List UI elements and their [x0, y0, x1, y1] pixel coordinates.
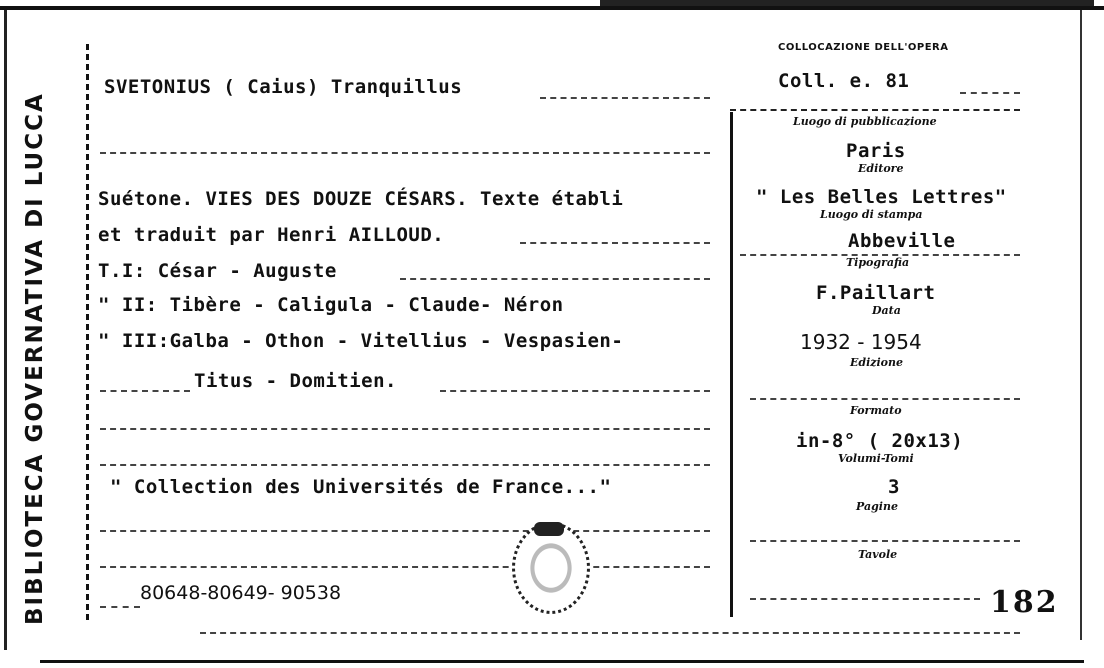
- collocation-header: COLLOCAZIONE DELL'OPERA: [778, 42, 949, 53]
- title-line-6: Titus - Domitien.: [194, 370, 397, 392]
- title-line-4: " II: Tibère - Caligula - Claude- Néron: [98, 294, 564, 316]
- title-line-3: T.I: César - Auguste: [98, 260, 337, 282]
- ruled-line: [100, 464, 710, 466]
- ruled-line: [400, 278, 710, 280]
- ruled-line: [440, 390, 710, 392]
- label-tipografia: Tipografia: [846, 256, 910, 269]
- value-data: 1932 - 1954: [800, 330, 922, 354]
- ruled-line: [520, 242, 710, 244]
- author-heading: SVETONIUS ( Caius) Tranquillus: [104, 76, 463, 98]
- right-panel-top-rule: [730, 109, 1020, 113]
- label-luogo-pubblicazione: Luogo di pubblicazione: [793, 115, 937, 128]
- ruled-line: [100, 428, 710, 430]
- value-formato: in-8° ( 20x13): [796, 430, 964, 452]
- label-luogo-stampa: Luogo di stampa: [820, 208, 923, 221]
- series-statement: " Collection des Universités de France...": [110, 476, 612, 498]
- bottom-ruled-line: [200, 632, 1020, 634]
- ruled-line: [540, 97, 710, 99]
- title-line-2: et traduit par Henri AILLOUD.: [98, 224, 445, 246]
- value-editore: " Les Belles Lettres": [756, 186, 1007, 208]
- ruled-line: [750, 598, 980, 600]
- ruled-line: [960, 92, 1020, 94]
- right-panel-divider: [730, 112, 733, 617]
- ruled-line: [100, 566, 710, 568]
- ruled-line: [750, 540, 1020, 542]
- stamp-mark: [534, 522, 564, 536]
- margin-rule: [86, 44, 89, 624]
- top-border: [0, 6, 1104, 10]
- library-name: BIBLIOTECA GOVERNATIVA DI LUCCA: [22, 92, 48, 625]
- label-pagine: Pagine: [856, 500, 898, 513]
- ruled-line: [100, 152, 710, 154]
- value-tipografia: F.Paillart: [816, 282, 936, 304]
- inventory-numbers: 80648-80649- 90538: [140, 582, 342, 604]
- ruled-line: [100, 390, 190, 392]
- ruled-line: [100, 606, 140, 608]
- handwritten-number: 182: [990, 585, 1059, 620]
- label-tavole: Tavole: [858, 548, 898, 561]
- left-border: [4, 10, 7, 650]
- ruled-line: [750, 398, 1020, 400]
- value-luogo-stampa: Abbeville: [848, 230, 956, 252]
- right-border: [1080, 10, 1082, 640]
- label-volumi: Volumi-Tomi: [838, 452, 914, 465]
- value-luogo-pubblicazione: Paris: [846, 140, 906, 162]
- title-line-1: Suétone. VIES DES DOUZE CÉSARS. Texte établi: [98, 188, 624, 210]
- label-editore: Editore: [858, 162, 904, 175]
- collocation-value: Coll. e. 81: [778, 70, 910, 92]
- title-line-5: " III:Galba - Othon - Vitellius - Vespasien-: [98, 330, 624, 352]
- bottom-border: [40, 660, 1084, 663]
- label-edizione: Edizione: [850, 356, 904, 369]
- label-formato: Formato: [850, 404, 902, 417]
- value-volumi: 3: [888, 476, 900, 498]
- ruled-line: [100, 530, 710, 532]
- label-data: Data: [872, 304, 901, 317]
